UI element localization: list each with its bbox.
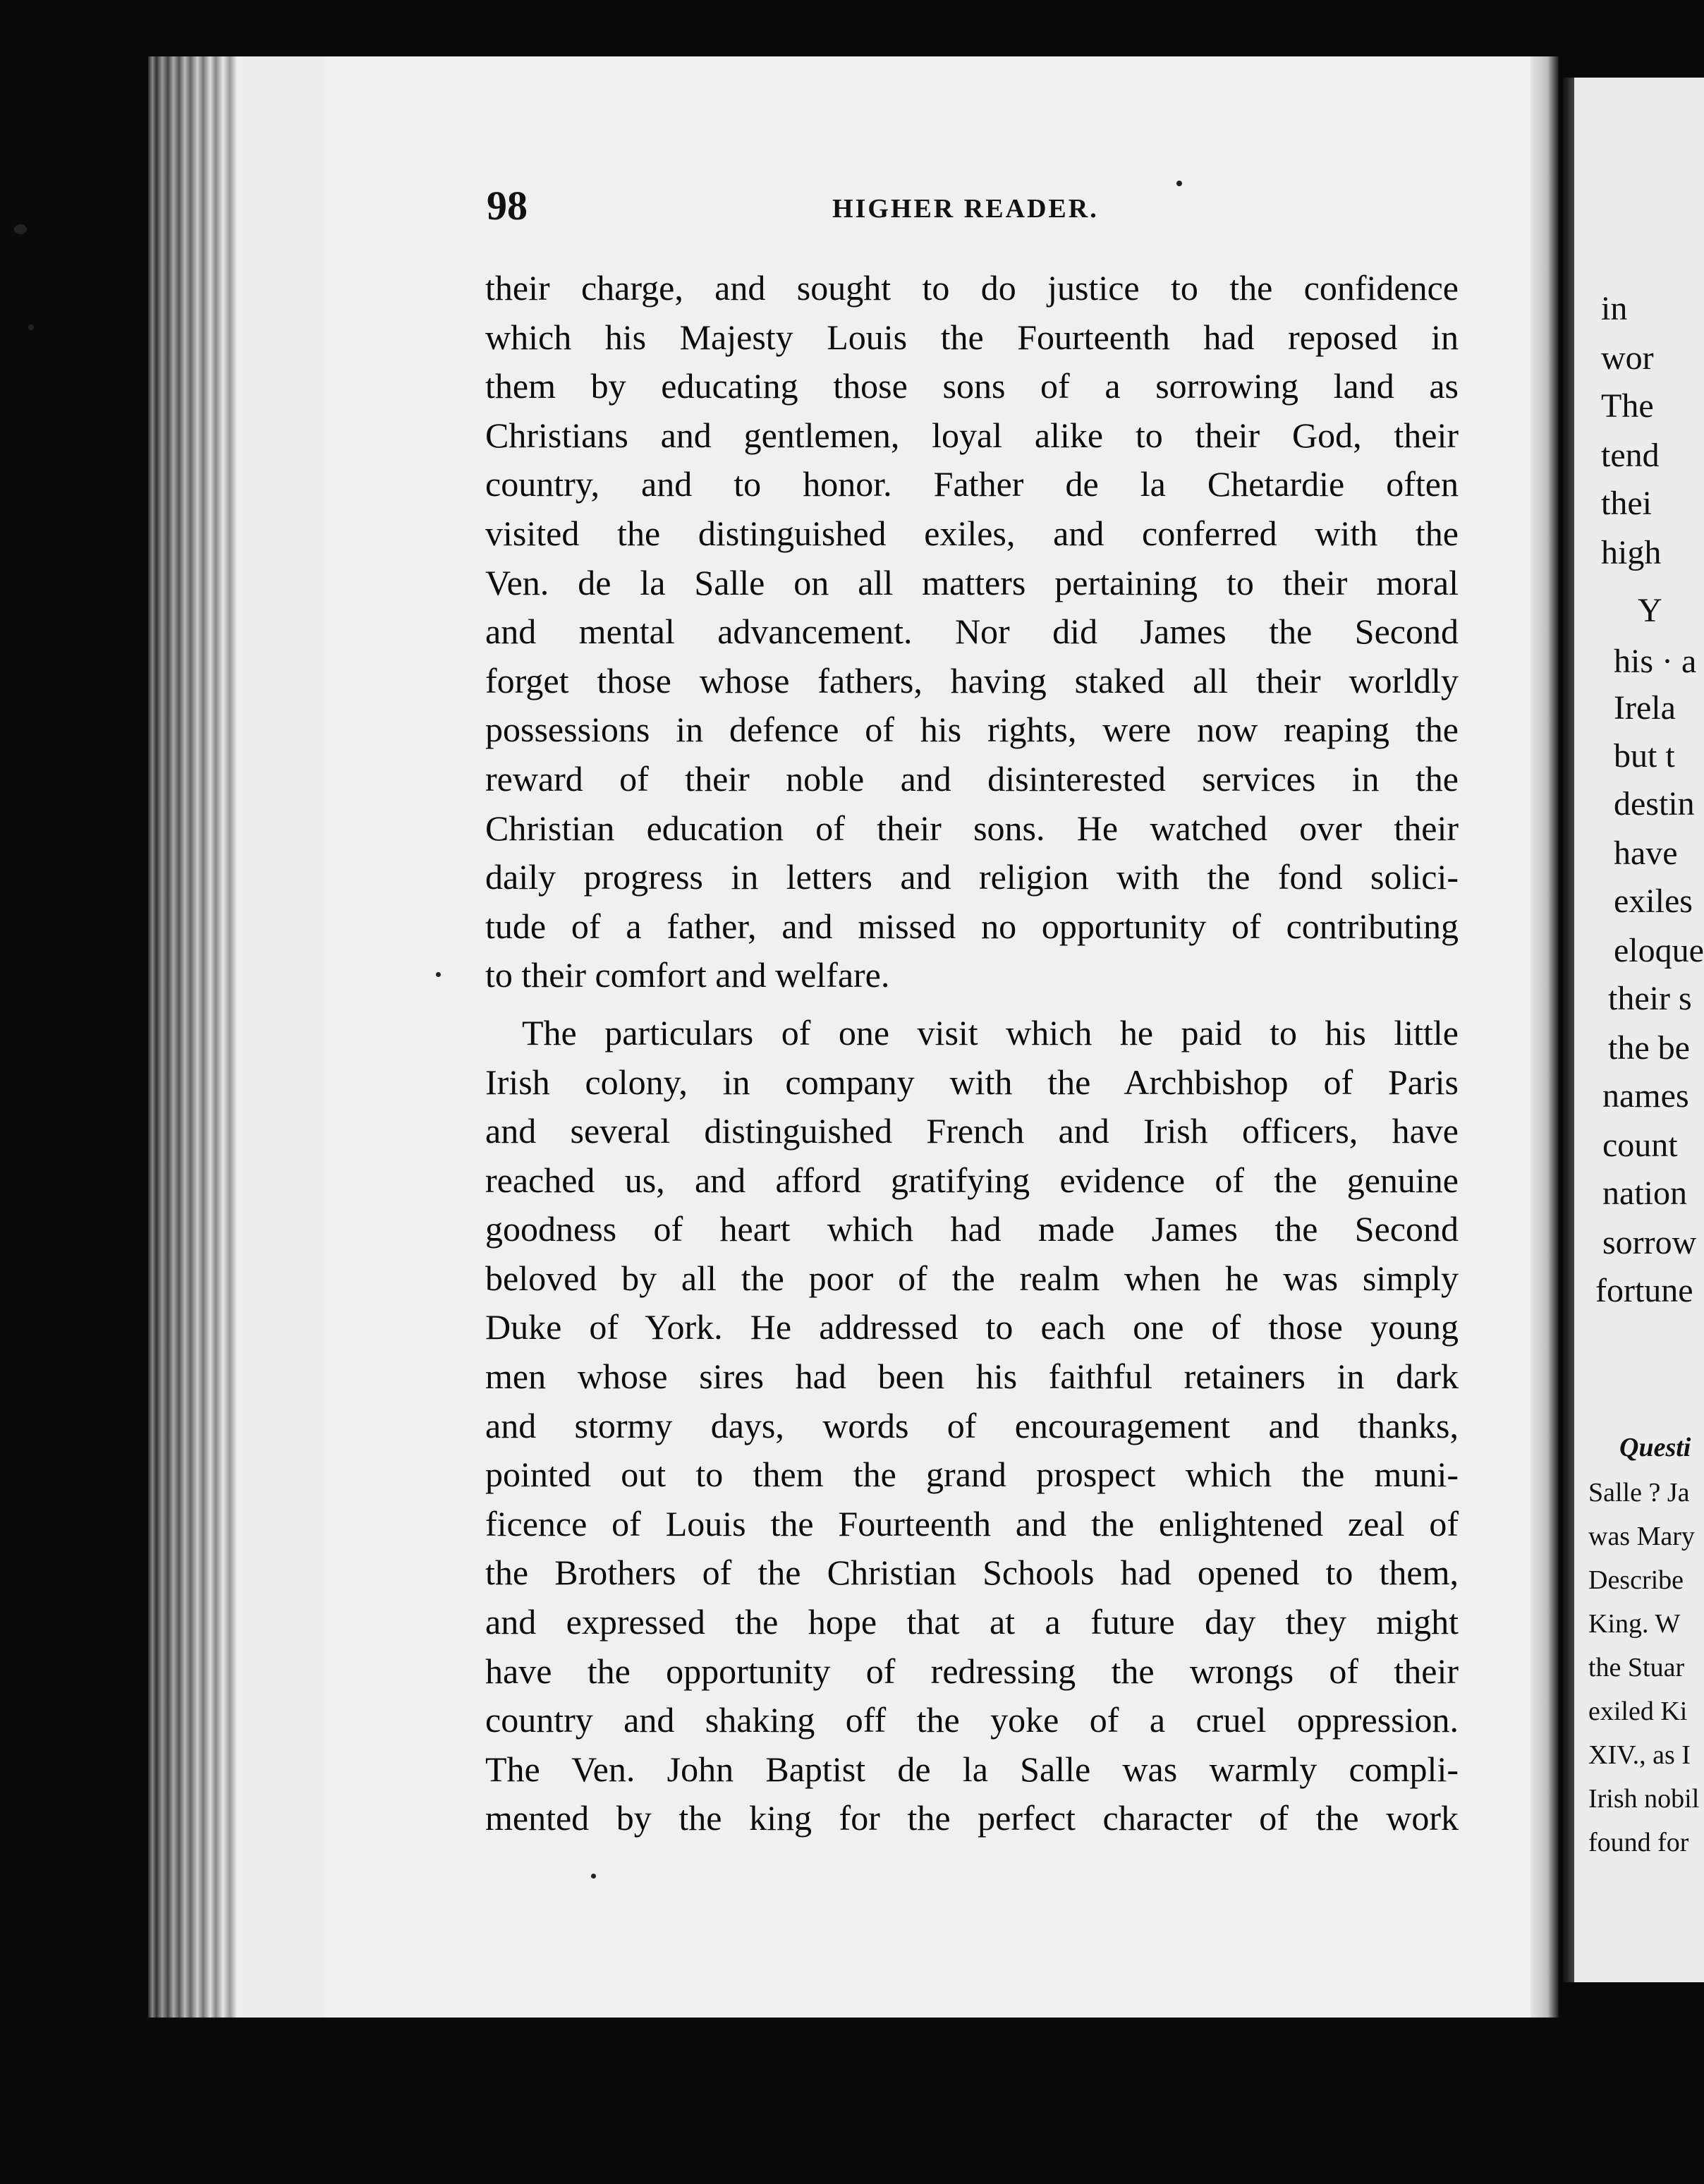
paragraph-1	[485, 264, 1459, 1000]
text-line: beloved by all the poor of the realm when he was simply	[485, 1258, 1459, 1298]
text-line: reward of their noble and disinterested services in the	[485, 758, 1459, 799]
facing-text-line: high	[1601, 534, 1662, 571]
scan-speck	[1176, 181, 1182, 186]
facing-text-line: their s	[1608, 980, 1692, 1017]
facing-text-line: have	[1614, 835, 1678, 872]
text-line: daily progress in letters and religion with the fond solici-	[485, 857, 1459, 897]
text-line: have the opportunity of redressing the wrongs of their	[485, 1651, 1459, 1691]
text-line: country and shaking off the yoke of a cruel oppression.	[485, 1700, 1459, 1740]
facing-text-line: but t	[1614, 737, 1675, 775]
facing-text-line: thei	[1601, 485, 1652, 522]
facing-text-line: the be	[1608, 1029, 1690, 1067]
text-line: country, and to honor. Father de la Chetardie often	[485, 464, 1459, 504]
facing-text-line: The	[1601, 387, 1654, 425]
facing-question-line: Describe	[1588, 1565, 1684, 1595]
text-line: ficence of Louis the Fourteenth and the enlightened zeal of	[485, 1503, 1459, 1543]
facing-question-line: Salle ? Ja	[1588, 1478, 1690, 1507]
paragraph-2	[485, 1009, 1459, 1843]
text-line: to their comfort and welfare.	[485, 955, 890, 995]
text-line: men whose sires had been his faithful retainers in dark	[485, 1357, 1459, 1397]
facing-text-line: Y	[1638, 592, 1662, 629]
facing-text-line: destin	[1614, 785, 1695, 823]
text-line: visited the distinguished exiles, and conferred with the	[485, 513, 1459, 553]
text-line: which his Majesty Louis the Fourteenth had reposed in	[485, 317, 1459, 357]
facing-question-line: Irish nobil	[1588, 1784, 1700, 1814]
facing-text-line: fortune	[1595, 1272, 1693, 1309]
scan-speck	[436, 972, 441, 977]
facing-text-line: tend	[1601, 437, 1660, 474]
text-line: goodness of heart which had made James the Second	[485, 1209, 1459, 1249]
text-line: the Brothers of the Christian Schools had opened to them,	[485, 1553, 1459, 1593]
text-line: mented by the king for the perfect character of the work	[485, 1798, 1459, 1838]
facing-text-line: names	[1602, 1077, 1689, 1115]
text-line: Christian education of their sons. He watched over their	[485, 808, 1459, 848]
text-line: them by educating those sons of a sorrowing land as	[485, 366, 1459, 406]
gutter-shadow	[1530, 56, 1559, 2018]
facing-text-line: nation	[1602, 1175, 1687, 1212]
facing-text-line: exiles	[1614, 882, 1693, 920]
page-header	[487, 182, 1460, 231]
facing-text-line: in	[1601, 290, 1628, 327]
facing-text-line: count	[1602, 1127, 1678, 1164]
text-line: tude of a father, and missed no opportunity of contributing	[485, 906, 1459, 946]
running-head: HIGHER READER.	[832, 194, 1099, 224]
text-line: and stormy days, words of encouragement and thanks,	[485, 1405, 1459, 1445]
facing-questions-heading: Questi	[1619, 1433, 1691, 1462]
facing-page	[1574, 78, 1704, 1982]
scan-speck	[14, 224, 27, 234]
text-line: and expressed the hope that at a future day they might	[485, 1602, 1459, 1642]
facing-question-line: the Stuar	[1588, 1653, 1685, 1682]
facing-text-line: wor	[1601, 339, 1654, 377]
text-line: Duke of York. He addressed to each one of those young	[485, 1307, 1459, 1347]
text-line: and mental advancement. Nor did James the Second	[485, 612, 1459, 652]
body-text	[485, 264, 1459, 1843]
facing-question-line: King. W	[1588, 1609, 1681, 1639]
text-line: pointed out to them the grand prospect which the muni-	[485, 1455, 1459, 1495]
text-line: The particulars of one visit which he paid to his little	[522, 1012, 1459, 1052]
facing-question-line: was Mary	[1588, 1522, 1695, 1551]
text-line: Christians and gentlemen, loyal alike to their God, their	[485, 415, 1459, 455]
facing-text-line: Irela	[1614, 689, 1676, 727]
text-line: and several distinguished French and Irish officers, have	[485, 1111, 1459, 1151]
text-line: reached us, and afford gratifying evidence of the genuine	[485, 1160, 1459, 1200]
facing-text-line: sorrow	[1602, 1224, 1697, 1261]
facing-question-line: found for	[1588, 1828, 1689, 1857]
text-line: Irish colony, in company with the Archbishop of Paris	[485, 1062, 1459, 1102]
text-line: forget those whose fathers, having staked all their worldly	[485, 660, 1459, 700]
scan-speck	[28, 324, 34, 330]
facing-question-line: XIV., as I	[1588, 1740, 1691, 1770]
text-line: Ven. de la Salle on all matters pertaining to their moral	[485, 562, 1459, 602]
facing-question-line: exiled Ki	[1588, 1697, 1688, 1726]
text-line: possessions in defence of his rights, were now reaping the	[485, 710, 1459, 750]
text-line: The Ven. John Baptist de la Salle was warmly compli-	[485, 1749, 1459, 1789]
facing-text-line: his · a	[1614, 643, 1697, 680]
page-number: 98	[487, 183, 528, 229]
scan-speck	[591, 1874, 596, 1879]
facing-text-line: eloque	[1614, 932, 1704, 969]
text-line: their charge, and sought to do justice to the confidence	[485, 268, 1459, 308]
